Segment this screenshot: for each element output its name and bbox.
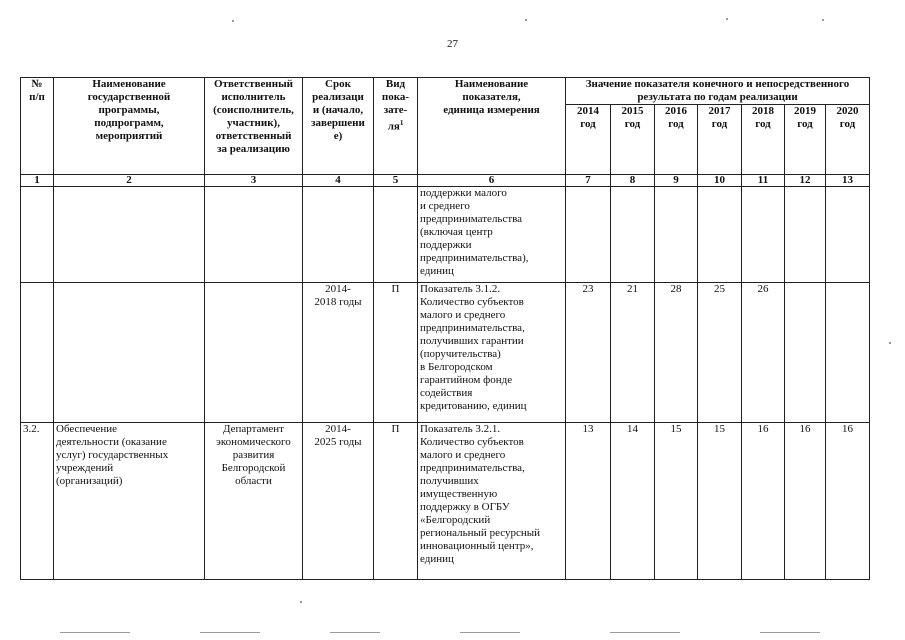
header-year-unit: год: [839, 118, 856, 130]
column-number: 13: [826, 175, 870, 187]
column-number: 4: [303, 175, 374, 187]
row-executor: Департамент экономического развития Белгородской области: [205, 423, 303, 580]
row-value-2015: 21: [611, 283, 655, 423]
column-number: 11: [742, 175, 785, 187]
row-period: [303, 187, 374, 283]
header-year-2016: [655, 105, 698, 175]
header-period: Срок реализаци и (начало, завершени е): [303, 78, 374, 175]
scan-speck: [525, 19, 527, 21]
column-number: 5: [374, 175, 418, 187]
row-value-2020: [826, 187, 870, 283]
header-year-2015: [611, 105, 655, 175]
header-year-2018: [742, 105, 785, 175]
row-measure-name: [54, 283, 205, 423]
table-body: [21, 187, 870, 580]
row-value-2017: [698, 187, 742, 283]
scan-speck: [726, 18, 728, 20]
row-executor: [205, 187, 303, 283]
table-row: [21, 187, 870, 283]
header-kind: [374, 78, 418, 175]
scan-line: [200, 632, 260, 633]
row-number: [21, 283, 54, 423]
row-indicator-kind: [374, 187, 418, 283]
header-year-value: 2017: [708, 105, 731, 117]
column-number: 7: [566, 175, 611, 187]
header-year-unit: год: [624, 118, 641, 130]
header-year-unit: год: [668, 118, 684, 130]
row-value-2016: 15: [655, 423, 698, 580]
column-number: 3: [205, 175, 303, 187]
row-value-2014: 23: [566, 283, 611, 423]
column-number: 9: [655, 175, 698, 187]
scan-line: [330, 632, 380, 633]
row-value-2018: [742, 187, 785, 283]
header-year-unit: год: [711, 118, 728, 130]
scan-line: [610, 632, 680, 633]
table-row: [21, 283, 870, 423]
header-year-unit: год: [580, 118, 596, 130]
header-values-title: Значение показателя конечного и непосредственного результата по годам реализации: [566, 78, 870, 105]
column-number: 8: [611, 175, 655, 187]
table-header: [21, 78, 870, 187]
row-value-2016: [655, 187, 698, 283]
header-indicator: Наименование показателя, единица измерения: [418, 78, 566, 175]
column-number: 6: [418, 175, 566, 187]
row-period: 2014- 2018 годы: [303, 283, 374, 423]
row-measure-name: Обеспечение деятельности (оказание услуг) государственных учреждений (организаций): [54, 423, 205, 580]
row-value-2014: 13: [566, 423, 611, 580]
row-value-2015: [611, 187, 655, 283]
scan-speck: [889, 342, 891, 344]
row-indicator-name: Показатель 3.2.1. Количество субъектов малого и среднего предпринимательства, получивших имущественную поддержку в ОГБУ «Белгородский региональный ресурсный инновационный центр», единиц: [418, 423, 566, 580]
row-value-2019: 16: [785, 423, 826, 580]
header-kind-footnote: 1: [399, 119, 404, 127]
column-number: 10: [698, 175, 742, 187]
header-year-2020: [826, 105, 870, 175]
row-measure-name: [54, 187, 205, 283]
column-number: 1: [21, 175, 54, 187]
row-value-2018: 16: [742, 423, 785, 580]
row-executor: [205, 283, 303, 423]
row-value-2015: 14: [611, 423, 655, 580]
row-value-2020: [826, 283, 870, 423]
row-value-2018: 26: [742, 283, 785, 423]
row-value-2020: 16: [826, 423, 870, 580]
row-indicator-kind: П: [374, 423, 418, 580]
scan-speck: [822, 19, 824, 21]
scan-line: [60, 632, 130, 633]
header-year-2014: [566, 105, 611, 175]
header-executor: Ответственный исполнитель (соисполнитель, участник), ответственный за реализацию: [205, 78, 303, 175]
row-indicator-name: Показатель 3.1.2. Количество субъектов малого и среднего предпринимательства, получивших гарантии (поручительства) в Белгородском гарантийном фонде содействия кредитованию, единиц: [418, 283, 566, 423]
row-number: [21, 187, 54, 283]
header-year-value: 2020: [836, 105, 859, 117]
header-year-2019: [785, 105, 826, 175]
header-year-value: 2014: [577, 105, 599, 117]
scan-line: [760, 632, 820, 633]
row-value-2019: [785, 283, 826, 423]
scan-speck: [232, 20, 234, 22]
row-value-2016: 28: [655, 283, 698, 423]
row-period: 2014- 2025 годы: [303, 423, 374, 580]
header-year-value: 2015: [621, 105, 644, 117]
header-year-value: 2018: [752, 105, 774, 117]
header-kind-label: Вид пока- зате- ля: [381, 78, 410, 133]
page-number: 27: [447, 38, 458, 50]
program-indicators-table: [20, 77, 870, 580]
header-year-value: 2019: [794, 105, 816, 117]
column-numbers-row: [21, 175, 870, 187]
row-value-2017: 25: [698, 283, 742, 423]
header-program-name: Наименование государственной программы, подпрограмм, мероприятий: [54, 78, 205, 175]
row-value-2014: [566, 187, 611, 283]
column-number: 12: [785, 175, 826, 187]
row-value-2019: [785, 187, 826, 283]
header-year-unit: год: [797, 118, 813, 130]
header-year-value: 2016: [665, 105, 687, 117]
header-year-unit: год: [755, 118, 771, 130]
row-indicator-name: поддержки малого и среднего предпринимательства (включая центр поддержки предпринимательства), единиц: [418, 187, 566, 283]
header-year-2017: [698, 105, 742, 175]
table-row: [21, 423, 870, 580]
header-num: № п/п: [21, 78, 54, 175]
scan-line: [460, 632, 520, 633]
row-indicator-kind: П: [374, 283, 418, 423]
row-value-2017: 15: [698, 423, 742, 580]
row-number: 3.2.: [21, 423, 54, 580]
column-number: 2: [54, 175, 205, 187]
scan-speck: [300, 601, 302, 603]
